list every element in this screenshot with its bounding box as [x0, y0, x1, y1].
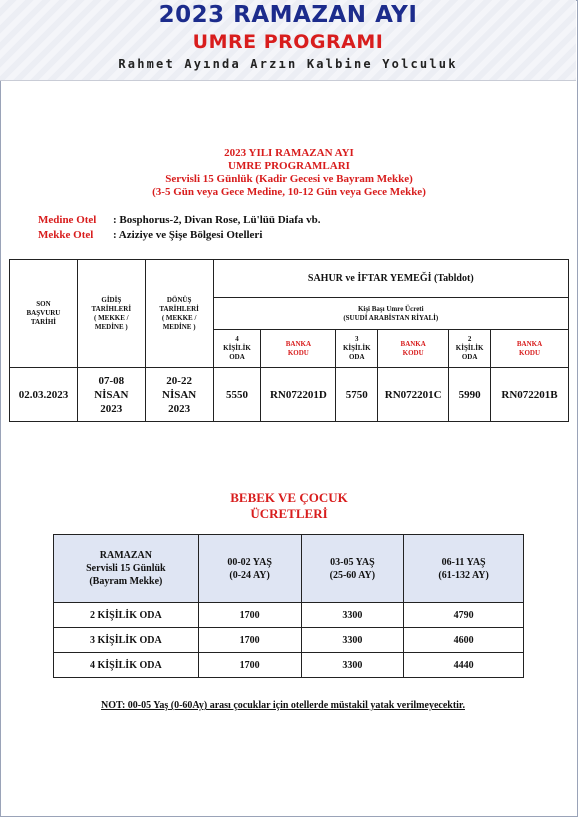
bank-code-header: BANKA KODU — [491, 330, 569, 368]
fee-cell: 1700 — [198, 628, 301, 653]
header-slogan: Rahmet Ayında Arzın Kalbine Yolculuk — [118, 57, 458, 71]
program-intro — [0, 147, 578, 199]
bank-code-room2: RN072201B — [491, 368, 569, 422]
room-label: 4 KİŞİLİK ODA — [54, 653, 199, 678]
fee-cell: 1700 — [198, 653, 301, 678]
intro-line-4: (3-5 Gün veya Gece Medine, 10-12 Gün veya Gece Mekke) — [152, 186, 426, 198]
age-col-0-2: 00-02 YAŞ (0-24 AY) — [198, 535, 301, 603]
hotel-info — [38, 213, 321, 243]
room3-header: 3 KİŞİLİK ODA — [336, 330, 378, 368]
gidis-date: 07-08 NİSAN 2023 — [77, 368, 145, 422]
bank-code-room4: RN072201D — [261, 368, 336, 422]
donus-header: DÖNÜŞ TARİHLERİ ( MEKKE / MEDİNE ) — [145, 260, 213, 368]
age-col-6-11: 06-11 YAŞ (61-132 AY) — [404, 535, 524, 603]
medine-hotel-label: Medine Otel — [38, 214, 97, 226]
children-fees-title: BEBEK VE ÇOCUK ÜCRETLERİ — [230, 490, 348, 521]
room2-header: 2 KİŞİLİK ODA — [449, 330, 491, 368]
header-program-title: UMRE PROGRAMI — [192, 31, 384, 53]
age-col-3-5: 03-05 YAŞ (25-60 AY) — [301, 535, 404, 603]
table-row — [54, 628, 524, 653]
medine-hotel-value: : Bosphorus-2, Divan Rose, Lü'lüü Diafa vb. — [113, 214, 321, 226]
mekke-hotel-label: Mekke Otel — [38, 229, 94, 241]
intro-line-2: UMRE PROGRAMLARI — [228, 160, 350, 172]
intro-line-3: Servisli 15 Günlük (Kadir Gecesi ve Bayram Mekke) — [165, 173, 413, 185]
intro-line-1: 2023 YILI RAMAZAN AYI — [224, 147, 354, 159]
room-label: 3 KİŞİLİK ODA — [54, 628, 199, 653]
fee-cell: 4600 — [404, 628, 524, 653]
children-table-corner: RAMAZAN Servisli 15 Günlük (Bayram Mekke) — [54, 535, 199, 603]
table-row — [54, 603, 524, 628]
table-row — [54, 653, 524, 678]
fee-cell: 3300 — [301, 653, 404, 678]
mekke-hotel-value: : Aziziye ve Şişe Bölgesi Otelleri — [113, 229, 263, 241]
price-room3: 5750 — [336, 368, 378, 422]
room4-header: 4 KİŞİLİK ODA — [213, 330, 261, 368]
page-header-banner — [0, 0, 576, 81]
price-room4: 5550 — [213, 368, 261, 422]
medine-hotel-row — [38, 213, 321, 228]
fee-cell: 4790 — [404, 603, 524, 628]
fee-cell: 3300 — [301, 628, 404, 653]
gidis-header: GİDİŞ TARİHLERİ ( MEKKE / MEDİNE ) — [77, 260, 145, 368]
price-unit-header: Kişi Başı Umre Ücreti (SUUDİ ARABİSTAN RİYALİ) — [213, 298, 568, 330]
sahur-iftar-header: SAHUR ve İFTAR YEMEĞİ (Tabldot) — [213, 260, 568, 298]
header-title: 2023 RAMAZAN AYI — [158, 2, 418, 28]
children-bed-note: NOT: 00-05 Yaş (0-60Ay) arası çocuklar için otellerde müstakil yatak verilmeyecektir. — [101, 700, 465, 711]
mekke-hotel-row — [38, 228, 321, 243]
children-fees-table — [53, 534, 524, 678]
room-label: 2 KİŞİLİK ODA — [54, 603, 199, 628]
fee-cell: 1700 — [198, 603, 301, 628]
fee-cell: 4440 — [404, 653, 524, 678]
bank-code-room3: RN072201C — [378, 368, 449, 422]
fee-cell: 3300 — [301, 603, 404, 628]
donus-date: 20-22 NİSAN 2023 — [145, 368, 213, 422]
bank-code-header: BANKA KODU — [378, 330, 449, 368]
price-room2: 5990 — [449, 368, 491, 422]
son-basvuru-date: 02.03.2023 — [10, 368, 78, 422]
umre-price-table — [9, 259, 569, 422]
son-basvuru-header: SON BAŞVURU TARİHİ — [10, 260, 78, 368]
bank-code-header: BANKA KODU — [261, 330, 336, 368]
